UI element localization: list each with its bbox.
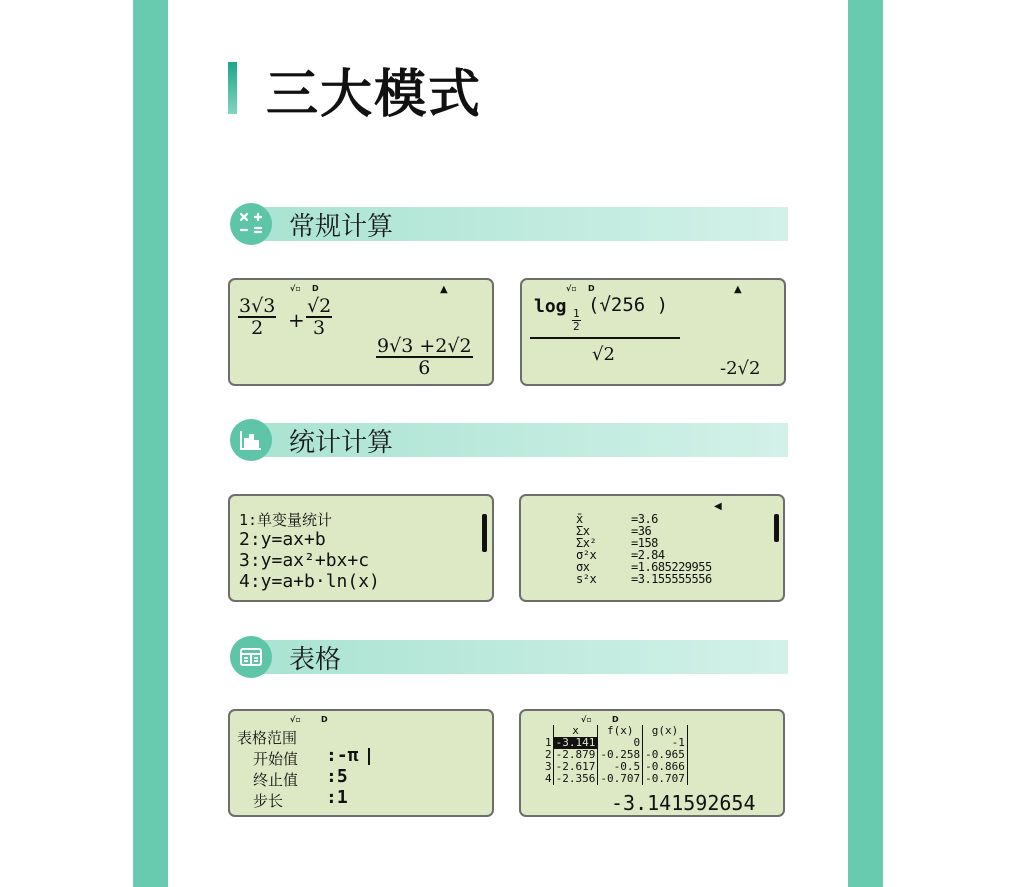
- table-row: 3 -2.617 -0.5 -0.866: [543, 761, 692, 773]
- degree-indicator: D: [612, 715, 619, 724]
- sqrt-indicator: √▫: [566, 284, 577, 293]
- lcd-screen-stat-results: [519, 494, 785, 602]
- stat-value-population-sd: =1.685229955: [631, 560, 712, 574]
- log-denominator: √2: [592, 344, 615, 365]
- plus-sign: +: [288, 308, 305, 332]
- stat-label-sample-variance: s²x: [576, 572, 597, 586]
- degree-indicator: D: [321, 715, 328, 724]
- stat-label-mean: x̄: [576, 512, 583, 526]
- selected-cell[interactable]: -3.141: [553, 737, 598, 749]
- log-argument: (√256 ): [588, 294, 669, 316]
- stat-label-population-sd: σx: [576, 560, 590, 574]
- log-function: log: [534, 296, 567, 317]
- fraction-a: [238, 296, 276, 338]
- degree-indicator: D: [312, 284, 319, 293]
- header-fx: f(x): [598, 725, 643, 737]
- up-arrow-icon: ▲: [440, 284, 448, 295]
- left-side-bar: [133, 0, 168, 887]
- up-arrow-icon: ▲: [734, 284, 742, 295]
- calculator-symbols-icon: [230, 203, 272, 245]
- lcd-screen-table-range: [228, 709, 494, 817]
- table-icon: [230, 636, 272, 678]
- fraction-b: [306, 296, 332, 338]
- range-value-start[interactable]: :-π: [326, 745, 359, 766]
- degree-indicator: D: [588, 284, 595, 293]
- range-label-step: 步长: [253, 792, 284, 810]
- text-cursor: [368, 748, 370, 765]
- section-title-general: 常规计算: [289, 212, 394, 242]
- stat-label-population-variance: σ²x: [576, 548, 597, 562]
- fraction-a-numerator: 3√3: [239, 295, 276, 317]
- range-label-end: 终止值: [253, 771, 299, 789]
- stat-value-mean: =3.6: [631, 512, 658, 526]
- menu-item-logarithmic[interactable]: 4:y=a+b·ln(x): [239, 571, 380, 592]
- result-denominator: 6: [418, 357, 431, 379]
- menu-item-single-variable[interactable]: 1:单变量统计: [239, 511, 333, 529]
- sqrt-indicator: √▫: [581, 715, 592, 724]
- range-label-start: 开始值: [253, 750, 299, 768]
- result-numerator: 9√3 +2√2: [377, 335, 472, 357]
- bar-chart-icon: [230, 419, 272, 461]
- stat-label-sum: Σx: [576, 524, 590, 538]
- fraction-a-denominator: 2: [251, 317, 264, 339]
- log-result: -2√2: [720, 358, 761, 379]
- range-value-end[interactable]: :5: [326, 766, 348, 787]
- table-row: 2 -2.879 -0.258 -0.965: [543, 749, 692, 761]
- table-row: 1 -3.141 0 -1: [543, 737, 692, 749]
- table-range-heading: 表格范围: [237, 729, 298, 747]
- lcd-screen-logarithm: [520, 278, 786, 386]
- title-accent-mark: [228, 62, 237, 114]
- left-arrow-icon: ◀: [714, 501, 722, 512]
- menu-item-quadratic[interactable]: 3:y=ax²+bx+c: [239, 550, 370, 571]
- lcd-screen-stat-menu: [228, 494, 494, 602]
- stat-value-population-variance: =2.84: [631, 548, 665, 562]
- log-base-fraction: [572, 308, 581, 333]
- menu-item-linear[interactable]: 2:y=ax+b: [239, 529, 326, 550]
- right-side-bar: [848, 0, 883, 887]
- page-title: 三大模式: [266, 65, 483, 125]
- range-value-step[interactable]: :1: [326, 787, 348, 808]
- stat-value-sum-squares: =158: [631, 536, 658, 550]
- function-table: [543, 725, 692, 785]
- fraction-b-numerator: √2: [307, 295, 332, 317]
- lcd-screen-fraction-sum: [228, 278, 494, 386]
- section-title-table: 表格: [289, 645, 342, 675]
- table-row: 4 -2.356 -0.707 -0.707: [543, 773, 692, 785]
- scrollbar-indicator: [774, 514, 779, 542]
- scrollbar-indicator: [482, 514, 487, 552]
- sqrt-indicator: √▫: [290, 284, 301, 293]
- log-base-denominator: 2: [573, 320, 580, 333]
- sqrt-indicator: √▫: [290, 715, 301, 724]
- main-fraction-bar: [530, 337, 680, 339]
- result-fraction: [376, 336, 473, 378]
- header-x: x: [553, 725, 598, 737]
- table-result-value: -3.141592654: [611, 791, 756, 815]
- header-gx: g(x): [643, 725, 688, 737]
- lcd-screen-table-view: [519, 709, 785, 817]
- stat-value-sample-variance: =3.155555556: [631, 572, 712, 586]
- stat-label-sum-squares: Σx²: [576, 536, 597, 550]
- stat-value-sum: =36: [631, 524, 652, 538]
- log-base-numerator: 1: [573, 307, 580, 320]
- fraction-b-denominator: 3: [313, 317, 326, 339]
- section-title-statistics: 统计计算: [289, 428, 394, 458]
